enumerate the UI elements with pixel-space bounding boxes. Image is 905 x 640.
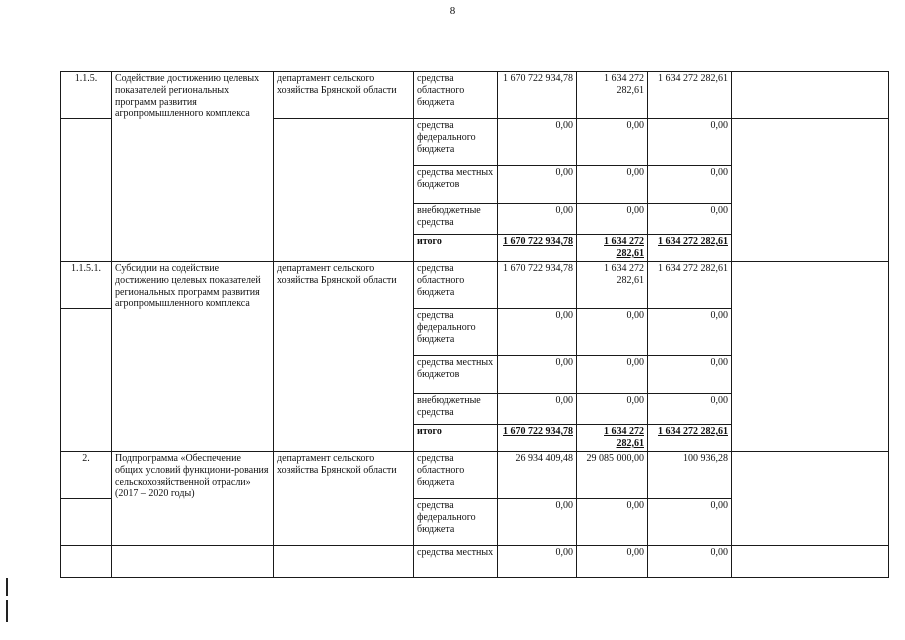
row-index: 1.1.5.: [61, 72, 112, 119]
amount-2: 0,00: [577, 119, 648, 166]
executor: департамент сельского хозяйства Брянской области: [274, 262, 414, 452]
amount-2: 0,00: [577, 204, 648, 235]
budget-table: [60, 71, 889, 578]
empty-cell: [61, 499, 112, 546]
funding-source: средства федерального бюджета: [414, 499, 498, 546]
amount-1: 1 670 722 934,78: [498, 262, 577, 309]
amount-2: 0,00: [577, 309, 648, 356]
amount-3: 0,00: [648, 204, 732, 235]
amount-1: 0,00: [498, 546, 577, 578]
table-row: [61, 262, 889, 309]
funding-source-total: итого: [414, 235, 498, 262]
total-amount-3: 1 634 272 282,61: [658, 236, 728, 247]
amount-2: 0,00: [577, 394, 648, 425]
funding-source: внебюджетные средства: [414, 204, 498, 235]
empty-cell: [732, 452, 889, 546]
total-amount-1: 1 670 722 934,78: [503, 236, 573, 247]
funding-source: средства федерального бюджета: [414, 119, 498, 166]
funding-source: внебюджетные средства: [414, 394, 498, 425]
measure-name: Содействие достижению целевых показателей региональных программ развития агропромышленного комплекса: [112, 72, 274, 262]
amount-1: 0,00: [498, 499, 577, 546]
empty-cell: [732, 262, 889, 452]
total-amount-3: 1 634 272 282,61: [658, 426, 728, 437]
table-row: [61, 452, 889, 499]
executor: департамент сельского хозяйства Брянской области: [274, 72, 414, 119]
funding-source-total: итого: [414, 425, 498, 452]
empty-cell: [274, 119, 414, 262]
amount-1: 0,00: [498, 356, 577, 394]
executor: департамент сельского хозяйства Брянской области: [274, 452, 414, 546]
funding-source: средства местных бюджетов: [414, 166, 498, 204]
amount-1: 0,00: [498, 204, 577, 235]
funding-source: средства областного бюджета: [414, 452, 498, 499]
amount-3: 0,00: [648, 166, 732, 204]
amount-3: 0,00: [648, 394, 732, 425]
row-index: 2.: [61, 452, 112, 499]
funding-source: средства местных бюджетов: [414, 356, 498, 394]
funding-source: средства областного бюджета: [414, 262, 498, 309]
empty-cell: [732, 546, 889, 578]
amount-3: 0,00: [648, 309, 732, 356]
measure-name: Подпрограмма «Обеспечение общих условий функциони-рования сельскохозяйственной отрасли» (2017 – 2020 годы): [112, 452, 274, 546]
table-row: [61, 546, 889, 578]
row-index: 1.1.5.1.: [61, 262, 112, 309]
scan-edge-mark: [6, 600, 8, 622]
page-number: 8: [449, 5, 456, 17]
empty-cell: [732, 119, 889, 262]
amount-2: 0,00: [577, 499, 648, 546]
amount-3: 1 634 272 282,61: [648, 262, 732, 309]
amount-1: 1 670 722 934,78: [498, 72, 577, 119]
table-row: [61, 72, 889, 119]
amount-3: 0,00: [648, 546, 732, 578]
funding-source: средства областного бюджета: [414, 72, 498, 119]
empty-cell: [112, 546, 274, 578]
funding-source: средства местных: [414, 546, 498, 578]
amount-1: 0,00: [498, 309, 577, 356]
amount-2: 29 085 000,00: [577, 452, 648, 499]
amount-2: 1 634 272 282,61: [577, 262, 648, 309]
empty-cell: [274, 546, 414, 578]
amount-1: 0,00: [498, 119, 577, 166]
amount-1: 0,00: [498, 166, 577, 204]
amount-3: 0,00: [648, 499, 732, 546]
amount-1: 26 934 409,48: [498, 452, 577, 499]
total-amount-1: 1 670 722 934,78: [503, 426, 573, 437]
amount-2: 0,00: [577, 356, 648, 394]
amount-3: 1 634 272 282,61: [648, 72, 732, 119]
amount-3: 0,00: [648, 356, 732, 394]
amount-2: 0,00: [577, 546, 648, 578]
amount-3: 100 936,28: [648, 452, 732, 499]
empty-cell: [61, 546, 112, 578]
total-amount-2: 1 634 272 282,61: [604, 236, 644, 259]
funding-source: средства федерального бюджета: [414, 309, 498, 356]
amount-3: 0,00: [648, 119, 732, 166]
scan-edge-mark: [6, 578, 8, 596]
empty-cell: [732, 72, 889, 119]
amount-1: 0,00: [498, 394, 577, 425]
empty-cell: [61, 119, 112, 262]
empty-cell: [61, 309, 112, 452]
total-amount-2: 1 634 272 282,61: [604, 426, 644, 449]
measure-name: Субсидии на содействие достижению целевых показателей региональных программ развития агропромышленного комплекса: [112, 262, 274, 452]
amount-2: 1 634 272 282,61: [577, 72, 648, 119]
amount-2: 0,00: [577, 166, 648, 204]
